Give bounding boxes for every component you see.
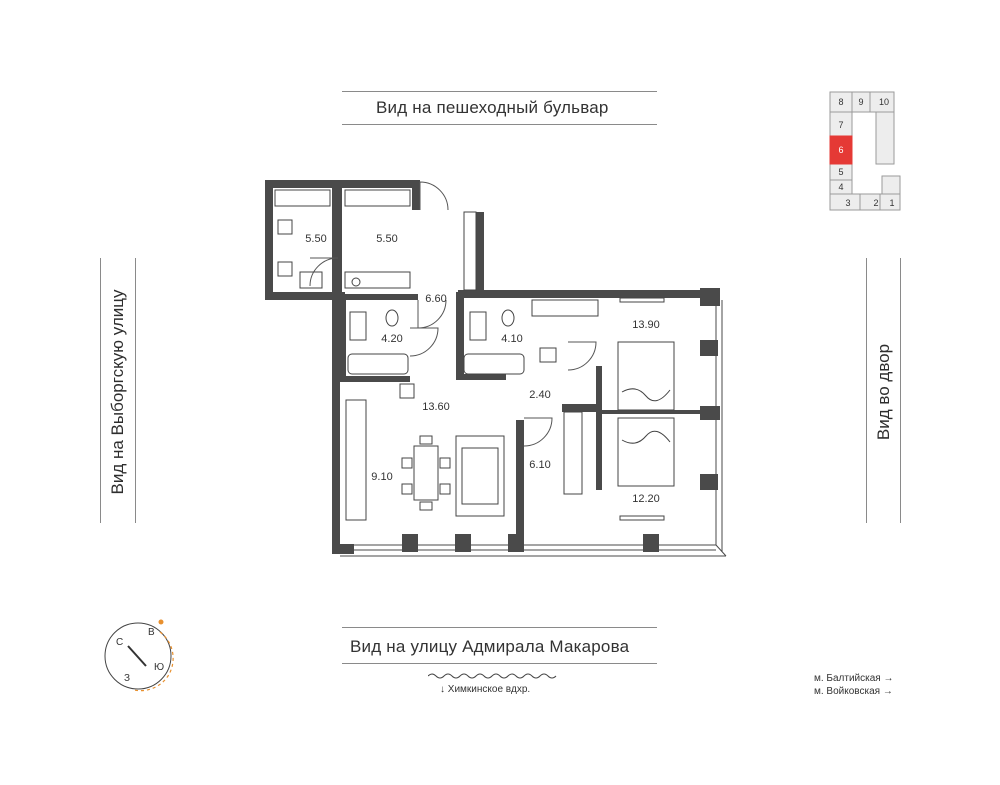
metro-baltiyskaya: м. Балтийская → (814, 673, 894, 684)
section-9: 9 (858, 97, 864, 107)
compass-north: С (116, 637, 124, 648)
room-area-wardrobe: 6.10 (529, 459, 551, 471)
window-piers (402, 288, 720, 552)
metro-voykovskaya: м. Войковская → (814, 686, 893, 697)
room-area-living: 13.60 (422, 401, 450, 413)
room-area-bedroom-2: 12.20 (632, 493, 660, 505)
room-area-corridor: 2.40 (529, 389, 551, 401)
beds (618, 298, 674, 520)
room-area-hall: 6.60 (425, 293, 447, 305)
compass-west: З (124, 673, 131, 684)
bottom-view-label: Вид на улицу Адмирала Макарова (350, 637, 630, 656)
right-view-label: Вид во двор (874, 343, 893, 441)
water-label: ↓ Химкинское вдхр. (440, 684, 531, 695)
room-area-bath-1: 4.20 (381, 333, 403, 345)
room-area-storage-2: 5.50 (376, 233, 398, 245)
section-5: 5 (838, 167, 844, 177)
compass-south: Ю (154, 662, 165, 673)
section-8: 8 (838, 97, 844, 107)
section-6: 6 (838, 145, 844, 155)
section-1: 1 (889, 198, 895, 208)
section-4: 4 (838, 182, 844, 192)
room-area-bedroom-1: 13.90 (632, 319, 660, 331)
section-3: 3 (845, 198, 851, 208)
room-area-bath-2: 4.10 (501, 333, 523, 345)
section-7: 7 (838, 120, 844, 130)
compass-east: В (148, 627, 155, 638)
left-view-label: Вид на Выборгскую улицу (108, 289, 127, 495)
room-area-kitchen: 9.10 (371, 471, 393, 483)
dining-set (402, 436, 504, 516)
section-2: 2 (873, 198, 879, 208)
section-10: 10 (878, 97, 890, 107)
room-area-storage-1: 5.50 (305, 233, 327, 245)
doors (310, 182, 596, 446)
top-view-label: Вид на пешеходный бульвар (376, 98, 609, 117)
